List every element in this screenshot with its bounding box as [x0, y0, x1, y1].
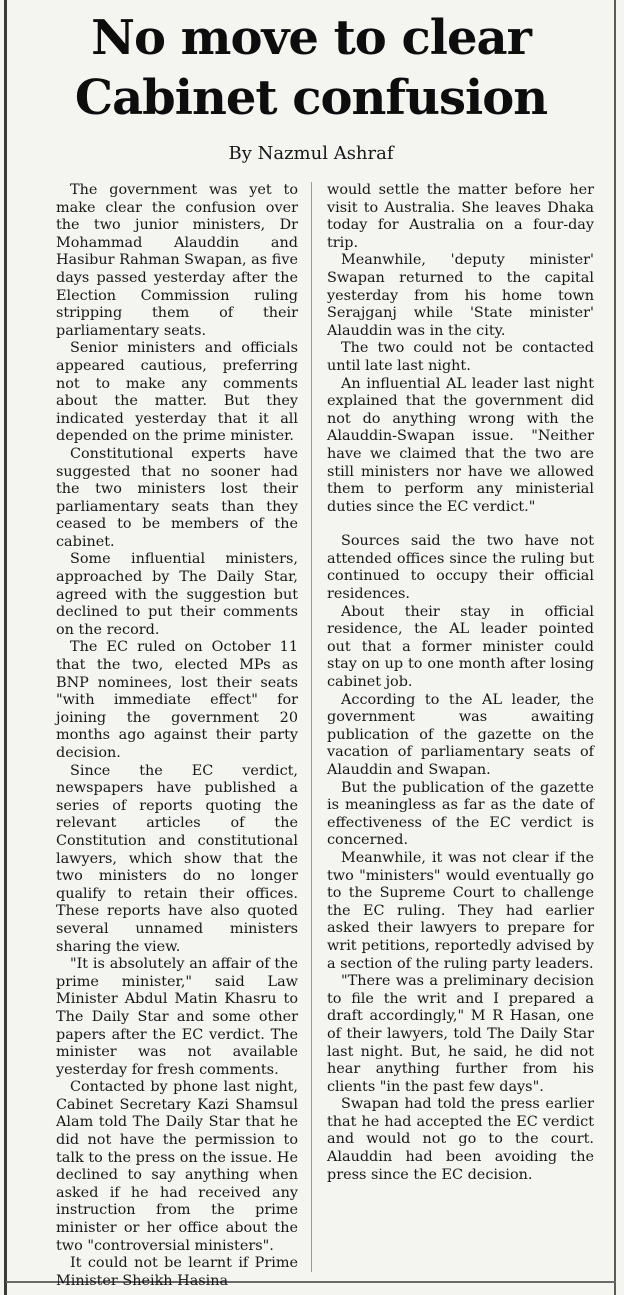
paragraph: But the publication of the gazette is meaningless as far as the date of effectiveness of the EC verdict is concerned.	[327, 779, 594, 849]
clipping-right-edge	[614, 0, 616, 1295]
paragraph: Sources said the two have not attended offices since the ruling but continued to occupy their official residences.	[327, 533, 594, 603]
paragraph: Some influential ministers, approached by The Daily Star, agreed with the suggestion but declined to put their comments on the record.	[56, 551, 298, 638]
clipping-left-edge	[4, 0, 7, 1295]
headline-line-1: No move to clear	[91, 10, 531, 66]
paragraph: According to the AL leader, the government was awaiting publication of the gazette on the vacation of parliamentary seats of Alauddin and Swapan.	[327, 691, 594, 778]
paragraph: Senior ministers and officials appeared cautious, preferring not to make any comments about the matter. But they indicated yesterday that it all depended on the prime minister.	[56, 340, 298, 445]
paragraph: Meanwhile, it was not clear if the two "ministers" would eventually go to the Supreme Court to challenge the EC ruling. They had earlier asked their lawyers to prepare for writ petitions, reportedly advised by a section of the ruling party leaders.	[327, 849, 594, 972]
paragraph: Constitutional experts have suggested that no sooner had the two ministers lost their parliamentary seats than they ceased to be members of the cabinet.	[56, 445, 298, 550]
column-divider	[311, 182, 312, 1272]
paragraph: About their stay in official residence, the AL leader pointed out that a former minister could stay on up to one month after losing cabinet job.	[327, 603, 594, 691]
paragraph: Contacted by phone last night, Cabinet Secretary Kazi Shamsul Alam told The Daily Star that he did not have the permission to talk to the press on the issue. He declined to say anything when asked if he had received any instruction from the prime minister or her office about the two "controversial ministers".	[56, 1079, 298, 1254]
paragraph: The government was yet to make clear the confusion over the two junior ministers, Dr Mohammad Alauddin and Hasibur Rahman Swapan, as five days passed yesterday after the Election Commission ruling stripping them of their parliamentary seats.	[56, 182, 298, 339]
article-column-left	[56, 182, 298, 1290]
paragraph: Meanwhile, 'deputy minister' Swapan returned to the capital yesterday from his home town Serajganj while 'State minister' Alauddin was in the city.	[327, 252, 594, 339]
article-column-right	[327, 182, 594, 1184]
paragraph: Swapan had told the press earlier that he had accepted the EC verdict and would not go to the court. Alauddin had been avoiding the press since the EC decision.	[327, 1096, 594, 1183]
paragraph: An influential AL leader last night explained that the government did not do anything wrong with the Alauddin-Swapan issue. "Neither have we claimed that the two are still ministers nor have we allowed them to perform any ministerial duties since the EC verdict."	[327, 375, 594, 515]
paragraph-continued: would settle the matter before her visit to Australia. She leaves Dhaka today for Australia on a four-day trip.	[327, 182, 594, 251]
paragraph: The two could not be contacted until late last night.	[327, 340, 594, 374]
byline: By Nazmul Ashraf	[228, 143, 394, 164]
headline-line-2: Cabinet confusion	[74, 70, 548, 126]
paragraph: It could not be learnt if Prime Minister Sheikh Hasina	[56, 1255, 298, 1289]
paragraph: "It is absolutely an affair of the prime minister," said Law Minister Abdul Matin Khasru to The Daily Star and some other papers after the EC verdict. The minister was not available yesterday for fresh comments.	[56, 956, 298, 1078]
headline	[14, 8, 608, 128]
paragraph: Since the EC verdict, newspapers have published a series of reports quoting the relevant articles of the Constitution and constitutional lawyers, which show that the two ministers do no longer qualify to retain their offices. These reports have also quoted several unnamed ministers sharing the view.	[56, 762, 298, 955]
paragraph: The EC ruled on October 11 that the two, elected MPs as BNP nominees, lost their seats "with immediate effect" for joining the government 20 months ago against their party decision.	[56, 639, 298, 761]
paragraph: "There was a preliminary decision to file the writ and I prepared a draft accordingly," M R Hasan, one of their lawyers, told The Daily Star last night. But, he said, he did not hear anything further from his clients "in the past few days".	[327, 973, 594, 1095]
